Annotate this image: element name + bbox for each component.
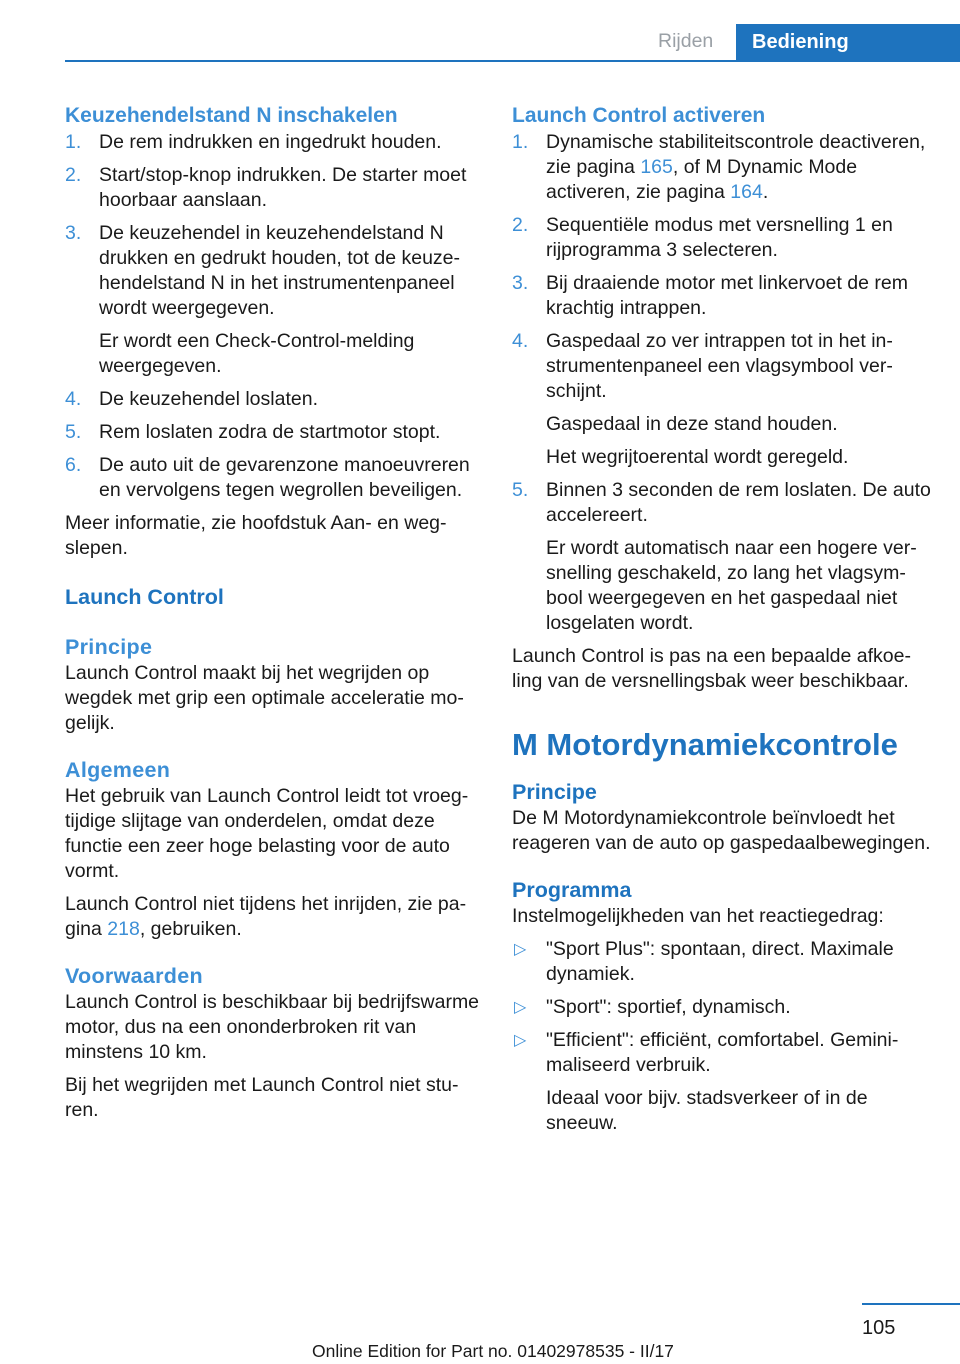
programma-intro: Instelmogelijkheden van het reactiegedrag:	[512, 905, 884, 927]
step-text: Rem loslaten zodra de startmotor stopt.	[99, 421, 441, 443]
text-segment: Dynamische stabiliteitscontrole deactiveren, zie pagina	[546, 131, 926, 178]
step-text: Gaspedaal zo ver intrappen tot in het instrumentenpaneel een vlagsymbool verschijnt.	[546, 330, 893, 402]
list-item	[512, 478, 932, 528]
bullet-text: "Sport": sportief, dynamisch.	[546, 996, 791, 1018]
list-item	[512, 329, 932, 404]
list-item	[65, 130, 485, 155]
voorwaarden-text-2: Bij het wegrijden met Launch Control niet sturen.	[65, 1074, 459, 1121]
voorwaarden-text: Launch Control is beschikbaar bij bedrijfswarme motor, dus na een ononderbroken rit van minstens 10 km.	[65, 991, 480, 1063]
heading-principe-right: Principe	[512, 780, 597, 804]
triangle-bullet-icon: ▷	[514, 999, 527, 1016]
step-number: 3.	[512, 272, 529, 294]
bullet-note: Ideaal voor bijv. stadsverkeer of in de sneeuw.	[546, 1087, 868, 1134]
step-text: Binnen 3 seconden de rem loslaten. De auto accelereert.	[546, 479, 931, 526]
list-item	[65, 453, 485, 503]
list-item	[65, 163, 485, 213]
heading-neutral: Keuzehendelstand N inschakelen	[65, 104, 398, 127]
step-text: De auto uit de gevarenzone manoeuvreren en vervolgens tegen wegrollen beveiligen.	[99, 454, 470, 501]
text-segment: .	[762, 181, 769, 203]
more-info-text: Meer informatie, zie hoofdstuk Aan- en wegslepen.	[65, 512, 447, 559]
step-number: 4.	[512, 330, 529, 352]
heading-voorwaarden: Voorwaarden	[65, 964, 203, 988]
step-text: Sequentiële modus met versnelling 1 en rijprogramma 3 selecteren.	[546, 214, 893, 261]
list-item	[512, 1028, 932, 1078]
list-item	[512, 995, 932, 1020]
footer-edition: Online Edition for Part no. 01402978535 - II/17	[312, 1341, 674, 1361]
algemeen-text-2	[65, 892, 485, 942]
list-item	[65, 221, 485, 321]
tab-bediening[interactable]: Bediening	[736, 24, 960, 61]
page-number: 105	[862, 1317, 896, 1339]
step-text: De keuzehendel loslaten.	[99, 388, 318, 410]
step-note: Gaspedaal in deze stand houden.	[546, 413, 838, 435]
list-item	[512, 213, 932, 263]
step-number: 1.	[65, 131, 82, 153]
list-item	[512, 937, 932, 987]
heading-programma: Programma	[512, 878, 632, 902]
step-text: De rem indrukken en ingedrukt houden.	[99, 131, 442, 153]
page-link-164[interactable]: 164	[730, 181, 763, 203]
step-note: Het wegrijtoerental wordt geregeld.	[546, 446, 849, 468]
step-note: Er wordt automatisch naar een hogere versnelling geschakeld, zo lang het vlagsymbool weergegeven en het gaspedaal niet losgelaten wordt.	[546, 537, 917, 634]
step-number: 2.	[512, 214, 529, 236]
page-link-165[interactable]: 165	[640, 156, 673, 178]
heading-principe: Principe	[65, 635, 153, 659]
principe-text: Launch Control maakt bij het wegrijden op wegdek met grip een optimale acceleratie mogelijk.	[65, 662, 464, 734]
left-column	[65, 102, 485, 1131]
bullet-text: "Efficient": efficiënt, comfortabel. Geminimaliseerd verbruik.	[546, 1029, 899, 1076]
step-note: Er wordt een Check-Control-melding weergegeven.	[99, 330, 415, 377]
step-number: 6.	[65, 454, 82, 476]
heading-launch-control: Launch Control	[65, 585, 224, 609]
heading-algemeen: Algemeen	[65, 758, 171, 782]
right-column	[512, 102, 932, 1144]
step-number: 5.	[512, 479, 529, 501]
step-number: 4.	[65, 388, 82, 410]
header-rule	[65, 60, 960, 62]
step-number: 1.	[512, 131, 529, 153]
step-number: 3.	[65, 222, 82, 244]
step-text: De keuzehendel in keuzehendelstand N drukken en gedrukt houden, tot de keuzehendelstand N in het instrumentenpaneel wordt weergegeven.	[99, 222, 461, 319]
heading-m-motordynamiek: M Motordynamiekcontrole	[512, 727, 898, 762]
text-segment: , of M Dynamic Mode activeren, zie pagina	[546, 156, 858, 203]
step-text: Bij draaiende motor met linkervoet de rem krachtig intrappen.	[546, 272, 908, 319]
triangle-bullet-icon: ▷	[514, 1032, 527, 1049]
bullet-text: "Sport Plus": spontaan, direct. Maximale dynamiek.	[546, 938, 894, 985]
step-text: Start/stop-knop indrukken. De starter moet hoorbaar aanslaan.	[99, 164, 467, 211]
list-item	[512, 130, 932, 205]
step-number: 5.	[65, 421, 82, 443]
list-item	[65, 420, 485, 445]
principe-text-right: De M Motordynamiekcontrole beïnvloedt het reageren van de auto op gaspedaalbewegingen.	[512, 807, 931, 854]
step-number: 2.	[65, 164, 82, 186]
cooldown-text: Launch Control is pas na een bepaalde afkoeling van de versnellingsbak weer beschikbaar.	[512, 645, 911, 692]
text-segment: , gebruiken.	[139, 918, 242, 940]
heading-launch-activeren: Launch Control activeren	[512, 104, 766, 127]
text-segment: Launch Control niet tijdens het inrijden, zie pagina	[65, 893, 467, 940]
footer-rule	[862, 1303, 960, 1305]
page-link-218[interactable]: 218	[107, 918, 140, 940]
algemeen-text: Het gebruik van Launch Control leidt tot vroegtijdige slijtage van onderdelen, omdat deze functie een zeer hoge belasting voor de auto vormt.	[65, 785, 469, 882]
tab-rijden[interactable]: Rijden	[658, 30, 714, 52]
triangle-bullet-icon: ▷	[514, 941, 527, 958]
list-item	[65, 387, 485, 412]
list-item	[512, 271, 932, 321]
